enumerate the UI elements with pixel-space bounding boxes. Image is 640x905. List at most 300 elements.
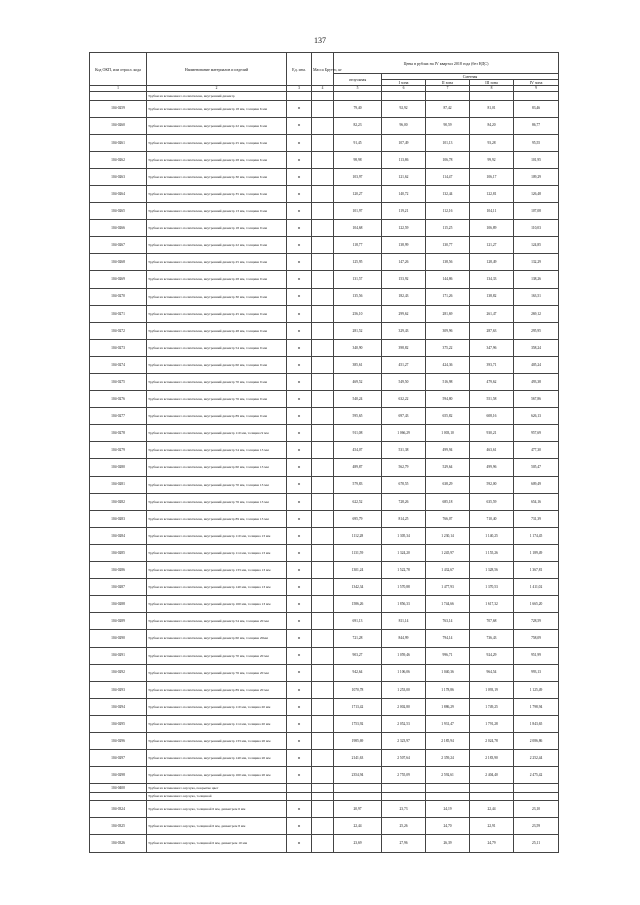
header-estimate: Сметная [382,74,559,80]
row-price-wholesale: 135,56 [334,288,382,305]
row-price-wholesale: 256,10 [334,305,382,322]
row-price-zone-2 [426,92,470,101]
row-price-zone-3: 499,96 [470,459,514,476]
row-code: 104-0325 [90,818,147,835]
row-code: 104-0259 [90,100,147,117]
row-code: 104-0269 [90,271,147,288]
row-mass [312,134,334,151]
row-name: Трубки из вспененного полиэтилена, внутренний диаметр 160 мм, толщина 20 мм [147,767,287,784]
row-code: 104-0260 [90,117,147,134]
row-price-wholesale: 1301,24 [334,562,382,579]
table-row [90,459,559,476]
row-mass [312,203,334,220]
row-price-zone-4: 1 189,49 [514,544,559,561]
row-name: Трубки из вспененного полиэтилена, внутренний диаметр 160 мм, толщина 13 мм [147,596,287,613]
row-code: 104-0290 [90,630,147,647]
row-code: 104-0292 [90,664,147,681]
row-unit: м [287,322,312,339]
row-price-zone-1: 1 066,29 [382,425,426,442]
row-price-wholesale: 120,27 [334,185,382,202]
row-price-wholesale: 1070,78 [334,681,382,698]
row-name: Трубки из вспененного полиэтилена, внутренний диаметр 89 мм, толщина 20 мм [147,681,287,698]
row-unit: м [287,254,312,271]
row-price-wholesale: 454,07 [334,442,382,459]
row-price-zone-3: 121,27 [470,237,514,254]
row-price-zone-3: 93,28 [470,134,514,151]
row-price-zone-4: 163,51 [514,288,559,305]
row-price-zone-3: 1 093,19 [470,681,514,698]
row-price-wholesale: 1586,26 [334,596,382,613]
row-mass [312,579,334,596]
row-unit: м [287,698,312,715]
table-row [90,562,559,579]
table-row [90,476,559,493]
row-name: Трубки из вспененного полиэтилена, внутренний диаметр 45 мм, толщина 9 мм [147,305,287,322]
table-row [90,134,559,151]
row-mass [312,305,334,322]
row-price-zone-3: 1 617,32 [470,596,514,613]
row-mass [312,408,334,425]
header-prices-title: Цены в рублях на IV квартал 2018 года (без НДС) [334,53,559,74]
row-price-zone-3 [470,784,514,793]
row-price-zone-2: 281,69 [426,305,470,322]
row-price-zone-4: 758,09 [514,630,559,647]
row-unit: м [287,117,312,134]
row-price-zone-3: 24,79 [470,835,514,852]
row-price-wholesale: 79,40 [334,100,382,117]
row-price-zone-4: 505,47 [514,459,559,476]
row-price-wholesale: 903,27 [334,647,382,664]
row-price-zone-3: 930,21 [470,425,514,442]
row-unit: м [287,613,312,630]
row-unit: м [287,681,312,698]
row-code: 104-0291 [90,647,147,664]
row-unit: м [287,220,312,237]
row-price-zone-3: 22,44 [470,801,514,818]
row-mass [312,681,334,698]
row-price-wholesale: 23,69 [334,835,382,852]
row-name: Трубки из вспененного полиэтилена, внутренний диаметр 140 мм, толщина 13 мм [147,579,287,596]
row-price-zone-1: 119,21 [382,203,426,220]
row-price-zone-4: 358,24 [514,339,559,356]
row-price-zone-1: 182,43 [382,288,426,305]
row-price-zone-4: 654,16 [514,493,559,510]
row-unit: м [287,732,312,749]
row-unit: м [287,715,312,732]
row-unit: м [287,801,312,818]
row-price-wholesale: 691,13 [334,613,382,630]
row-price-wholesale [334,792,382,801]
row-price-zone-4: 957,69 [514,425,559,442]
row-price-zone-4: 95,55 [514,134,559,151]
row-mass [312,792,334,801]
row-code: 104-0262 [90,151,147,168]
row-code: 104-0326 [90,835,147,852]
row-price-zone-4: 477,30 [514,442,559,459]
row-name: Трубки из вспененного полиэтилена, внутренний диаметр 22 мм, толщина 9 мм [147,237,287,254]
row-price-zone-2: 112,16 [426,203,470,220]
row-unit: м [287,579,312,596]
row-name: Трубки из вспененного полиэтилена, внутренний диаметр 76 мм, толщина 20 мм [147,664,287,681]
row-price-wholesale: 469,52 [334,374,382,391]
row-price-wholesale: 1342,34 [334,579,382,596]
row-unit: м [287,305,312,322]
row-price-zone-4: 728,59 [514,613,559,630]
row-unit [287,92,312,101]
row-unit: м [287,425,312,442]
header-zone-1: I зона [382,80,426,86]
row-name: Трубки из вспененного полиэтилена, внутренний диаметр 54 мм, толщина 9 мм [147,339,287,356]
row-price-zone-1 [382,92,426,101]
row-unit: м [287,476,312,493]
row-price-zone-4 [514,92,559,101]
row-price-zone-3: 2 024,78 [470,732,514,749]
row-code: 104-0287 [90,579,147,596]
row-code: 104-0282 [90,493,147,510]
row-price-zone-3: 592,00 [470,476,514,493]
table-row [90,391,559,408]
row-price-zone-4: 2 475,42 [514,767,559,784]
row-price-zone-1: 1 522,78 [382,562,426,579]
table-row [90,254,559,271]
row-price-zone-2: 90,59 [426,117,470,134]
row-price-wholesale: 22,44 [334,818,382,835]
row-mass [312,818,334,835]
row-code: 104-0267 [90,237,147,254]
row-price-zone-4: 1 411,02 [514,579,559,596]
row-code: 104-0266 [90,220,147,237]
row-unit: м [287,185,312,202]
row-price-zone-2: 996,71 [426,647,470,664]
row-price-zone-1: 113,86 [382,151,426,168]
row-price-zone-4: 23,59 [514,818,559,835]
row-mass [312,92,334,101]
col-index: 1 [90,86,147,92]
row-price-zone-2: 1 477,93 [426,579,470,596]
row-name: Трубки из вспененного полиэтилена, внутренний диаметр 70 мм, толщина 13 мм [147,476,287,493]
row-code: 104-0271 [90,305,147,322]
row-mass [312,801,334,818]
row-price-wholesale: 91,45 [334,134,382,151]
row-unit: м [287,664,312,681]
row-unit: м [287,767,312,784]
row-code: 104-0278 [90,425,147,442]
row-price-zone-1: 138,99 [382,237,426,254]
header-wholesale: отпускная [334,74,382,86]
row-name: Трубки из вспененного полиэтилена, внутренний диаметр 110 мм, толщина 20 мм [147,698,287,715]
row-price-zone-3: 2 183,90 [470,750,514,767]
row-code: 104-0268 [90,254,147,271]
row-price-wholesale: 540,24 [334,391,382,408]
row-price-zone-4: 1 174,45 [514,527,559,544]
row-price-zone-3: 463,61 [470,442,514,459]
row-unit: м [287,596,312,613]
table-row [90,630,559,647]
row-price-zone-3: 104,11 [470,203,514,220]
row-mass [312,732,334,749]
row-unit: м [287,562,312,579]
row-price-zone-4: 132,29 [514,254,559,271]
row-price-zone-2: 1 040,36 [426,664,470,681]
row-name: Трубки из вспененного полиэтилена, внутренний диаметр 22 мм, толщина 6 мм [147,117,287,134]
row-price-wholesale: 82,23 [334,117,382,134]
row-code: 104-0281 [90,476,147,493]
row-price-zone-1: 1 059,46 [382,647,426,664]
row-mass [312,237,334,254]
row-mass [312,630,334,647]
row-price-zone-2: 685,18 [426,493,470,510]
table-row [90,339,559,356]
row-price-zone-4: 124,85 [514,237,559,254]
row-code: 104-0273 [90,339,147,356]
row-mass [312,613,334,630]
row-mass [312,784,334,793]
price-table [89,52,559,853]
row-price-zone-3: 106,89 [470,220,514,237]
row-price-zone-3: 2 404,40 [470,767,514,784]
row-name: Трубки из вспененного полиэтилена, внутренний диаметр 28 мм, толщина 6 мм [147,151,287,168]
row-unit: м [287,151,312,168]
header-code: Код ОКП, или отрасл. кода [90,53,147,86]
row-price-zone-1: 121,62 [382,168,426,185]
row-code: 104-0277 [90,408,147,425]
row-name: Трубки из вспененного полиэтилена, внутренний диаметр 133 мм, толщина 20 мм [147,732,287,749]
row-price-zone-2: 2 592,61 [426,767,470,784]
col-index: 9 [514,86,559,92]
row-name: Трубки из вспененного полиэтилена, внутренний диаметр 54 мм, толщина 20 мм [147,613,287,630]
row-price-zone-1: 1 570,88 [382,579,426,596]
row-price-zone-1: 140,72 [382,185,426,202]
row-price-zone-1: 92,92 [382,100,426,117]
table-row [90,117,559,134]
row-price-zone-1: 27,96 [382,835,426,852]
row-price-wholesale: 131,57 [334,271,382,288]
row-code [90,792,147,801]
row-code: 104-0283 [90,510,147,527]
row-mass [312,391,334,408]
row-price-zone-2: 138,56 [426,254,470,271]
row-name: Трубки из вспененного полиэтилена, внутренний диаметр 70 мм, толщина 9 мм [147,374,287,391]
col-index: 4 [312,86,334,92]
row-name: Трубки из вспененного полиэтилена, внутренний диаметр 35 мм, толщина 6 мм [147,185,287,202]
row-mass [312,168,334,185]
row-mass [312,562,334,579]
row-price-zone-1: 2 052,53 [382,715,426,732]
row-name: Трубки из вспененного полиэтилена, внутренний диаметр 70 мм, толщина 20 мм [147,647,287,664]
row-price-zone-4: 138,26 [514,271,559,288]
row-price-zone-4: 86,77 [514,117,559,134]
table-row [90,305,559,322]
row-price-zone-1: 2 507,64 [382,750,426,767]
row-price-zone-1 [382,784,426,793]
row-price-zone-1: 811,14 [382,613,426,630]
row-code: 104-0296 [90,732,147,749]
row-unit: м [287,408,312,425]
col-index: 5 [334,86,382,92]
row-unit: м [287,442,312,459]
row-price-zone-2: 115,25 [426,220,470,237]
table-row [90,835,559,852]
row-price-zone-3: 22,91 [470,818,514,835]
table-row [90,664,559,681]
row-unit: м [287,647,312,664]
row-price-zone-4: 626,13 [514,408,559,425]
row-mass [312,322,334,339]
row-name: Трубки из вспененного полиэтилена, внутренний диаметр 114 мм, толщина 20 мм [147,715,287,732]
row-price-zone-3: 1 328,56 [470,562,514,579]
row-price-zone-3: 287,63 [470,322,514,339]
row-price-zone-2: 2 359,24 [426,750,470,767]
row-price-zone-2: 1 931,47 [426,715,470,732]
row-mass [312,254,334,271]
row-price-wholesale: 1753,92 [334,715,382,732]
row-price-zone-3 [470,792,514,801]
row-mass [312,698,334,715]
table-row [90,784,559,793]
row-price-zone-2: 499,94 [426,442,470,459]
table-row [90,647,559,664]
table-row [90,681,559,698]
row-price-zone-1: 844,99 [382,630,426,647]
row-price-zone-3: 261,47 [470,305,514,322]
row-name: Трубки из вспененного полиэтилена, внутренний диаметр 60 мм, толщина 9 мм [147,356,287,373]
row-unit: м [287,100,312,117]
row-price-zone-4: 1 125,49 [514,681,559,698]
row-name: Трубки из вспененного полиэтилена, внутренний диаметр 54 мм, толщина 13 мм [147,442,287,459]
row-code: 104-0274 [90,356,147,373]
row-unit: м [287,203,312,220]
row-name: Трубки из вспененного полиэтилена, внутренний диаметр 110 мм, толщина 13 мм [147,527,287,544]
table-row [90,767,559,784]
row-price-wholesale: 695,79 [334,510,382,527]
row-unit: м [287,527,312,544]
table-row [90,151,559,168]
page-number: 137 [314,36,326,45]
row-price-zone-2: 516,98 [426,374,470,391]
row-code: 104-0261 [90,134,147,151]
table-row [90,493,559,510]
row-unit: м [287,134,312,151]
row-price-zone-1: 25,26 [382,818,426,835]
table-row [90,168,559,185]
table-body [90,92,559,853]
row-unit: м [287,339,312,356]
col-index: 8 [470,86,514,92]
row-price-zone-4: 731,39 [514,510,559,527]
row-price-zone-4: 609,49 [514,476,559,493]
row-price-zone-3: 1 370,53 [470,579,514,596]
header-zone-3: III зона [470,80,514,86]
col-index: 2 [147,86,287,92]
row-code: 104-0263 [90,168,147,185]
row-mass [312,510,334,527]
row-price-zone-2: 87,42 [426,100,470,117]
row-mass [312,493,334,510]
row-price-zone-2: 1 003,10 [426,425,470,442]
row-price-zone-3: 81,01 [470,100,514,117]
row-unit: м [287,391,312,408]
row-price-zone-4 [514,792,559,801]
row-price-zone-3: 710,40 [470,510,514,527]
row-price-zone-2: 130,77 [426,237,470,254]
table-row [90,792,559,801]
row-price-wholesale: 125,95 [334,254,382,271]
row-code: 104-0284 [90,527,147,544]
row-mass [312,647,334,664]
row-price-zone-2: 101,13 [426,134,470,151]
row-name: Трубки из вспененного полиэтилена, внутренний диаметр 25 мм, толщина 6 мм [147,134,287,151]
row-price-zone-1: 1 856,33 [382,596,426,613]
row-unit: м [287,459,312,476]
row-mass [312,596,334,613]
row-price-zone-3: 128,49 [470,254,514,271]
row-price-zone-1: 122,59 [382,220,426,237]
row-price-wholesale: 595,65 [334,408,382,425]
row-price-zone-1: 2 323,97 [382,732,426,749]
row-price-zone-3: 393,71 [470,356,514,373]
row-unit: м [287,544,312,561]
row-price-zone-3: 99,92 [470,151,514,168]
row-code: 104-0288 [90,596,147,613]
row-price-zone-3 [470,92,514,101]
row-price-zone-3: 134,33 [470,271,514,288]
row-price-zone-4: 2 086,86 [514,732,559,749]
row-price-zone-2: 2 185,94 [426,732,470,749]
row-price-wholesale: 1713,42 [334,698,382,715]
row-price-zone-3: 736,43 [470,630,514,647]
row-price-zone-2: 424,36 [426,356,470,373]
row-price-zone-4: 1 665,20 [514,596,559,613]
header-unit: Ед. изм. [287,53,312,86]
row-price-zone-4: 993,13 [514,664,559,681]
row-unit: м [287,288,312,305]
row-price-zone-1: 814,25 [382,510,426,527]
row-mass [312,442,334,459]
row-price-zone-3: 479,62 [470,374,514,391]
table-row [90,185,559,202]
table-row [90,356,559,373]
row-price-zone-4: 126,48 [514,185,559,202]
row-price-wholesale: 622,52 [334,493,382,510]
col-index: 6 [382,86,426,92]
row-mass [312,271,334,288]
row-price-zone-1: 153,92 [382,271,426,288]
row-price-zone-1: 728,26 [382,493,426,510]
row-code: 104-0272 [90,322,147,339]
row-price-wholesale: 104,68 [334,220,382,237]
row-price-wholesale: 103,97 [334,168,382,185]
row-price-zone-1: 632,22 [382,391,426,408]
row-price-zone-1: 1 106,06 [382,664,426,681]
row-price-zone-4 [514,784,559,793]
row-mass [312,151,334,168]
table-row [90,715,559,732]
table-row [90,579,559,596]
row-mass [312,100,334,117]
row-unit: м [287,630,312,647]
row-price-zone-2: 638,29 [426,476,470,493]
row-price-zone-4: 295,95 [514,322,559,339]
row-price-zone-2: 24,70 [426,818,470,835]
row-mass [312,527,334,544]
row-price-zone-4: 109,29 [514,168,559,185]
table-row [90,374,559,391]
row-name: Трубки из вспененного полиэтилена, внутренний диаметр 60 мм, толщина 13 мм [147,459,287,476]
row-price-zone-4: 101,95 [514,151,559,168]
row-name: Трубки из вспененного полиэтилена, внутренний диаметр 110 мм, толщина 9 мм [147,425,287,442]
row-name: Трубки из вспененного каучука, толщиной [147,792,287,801]
row-price-wholesale: 2354,94 [334,767,382,784]
